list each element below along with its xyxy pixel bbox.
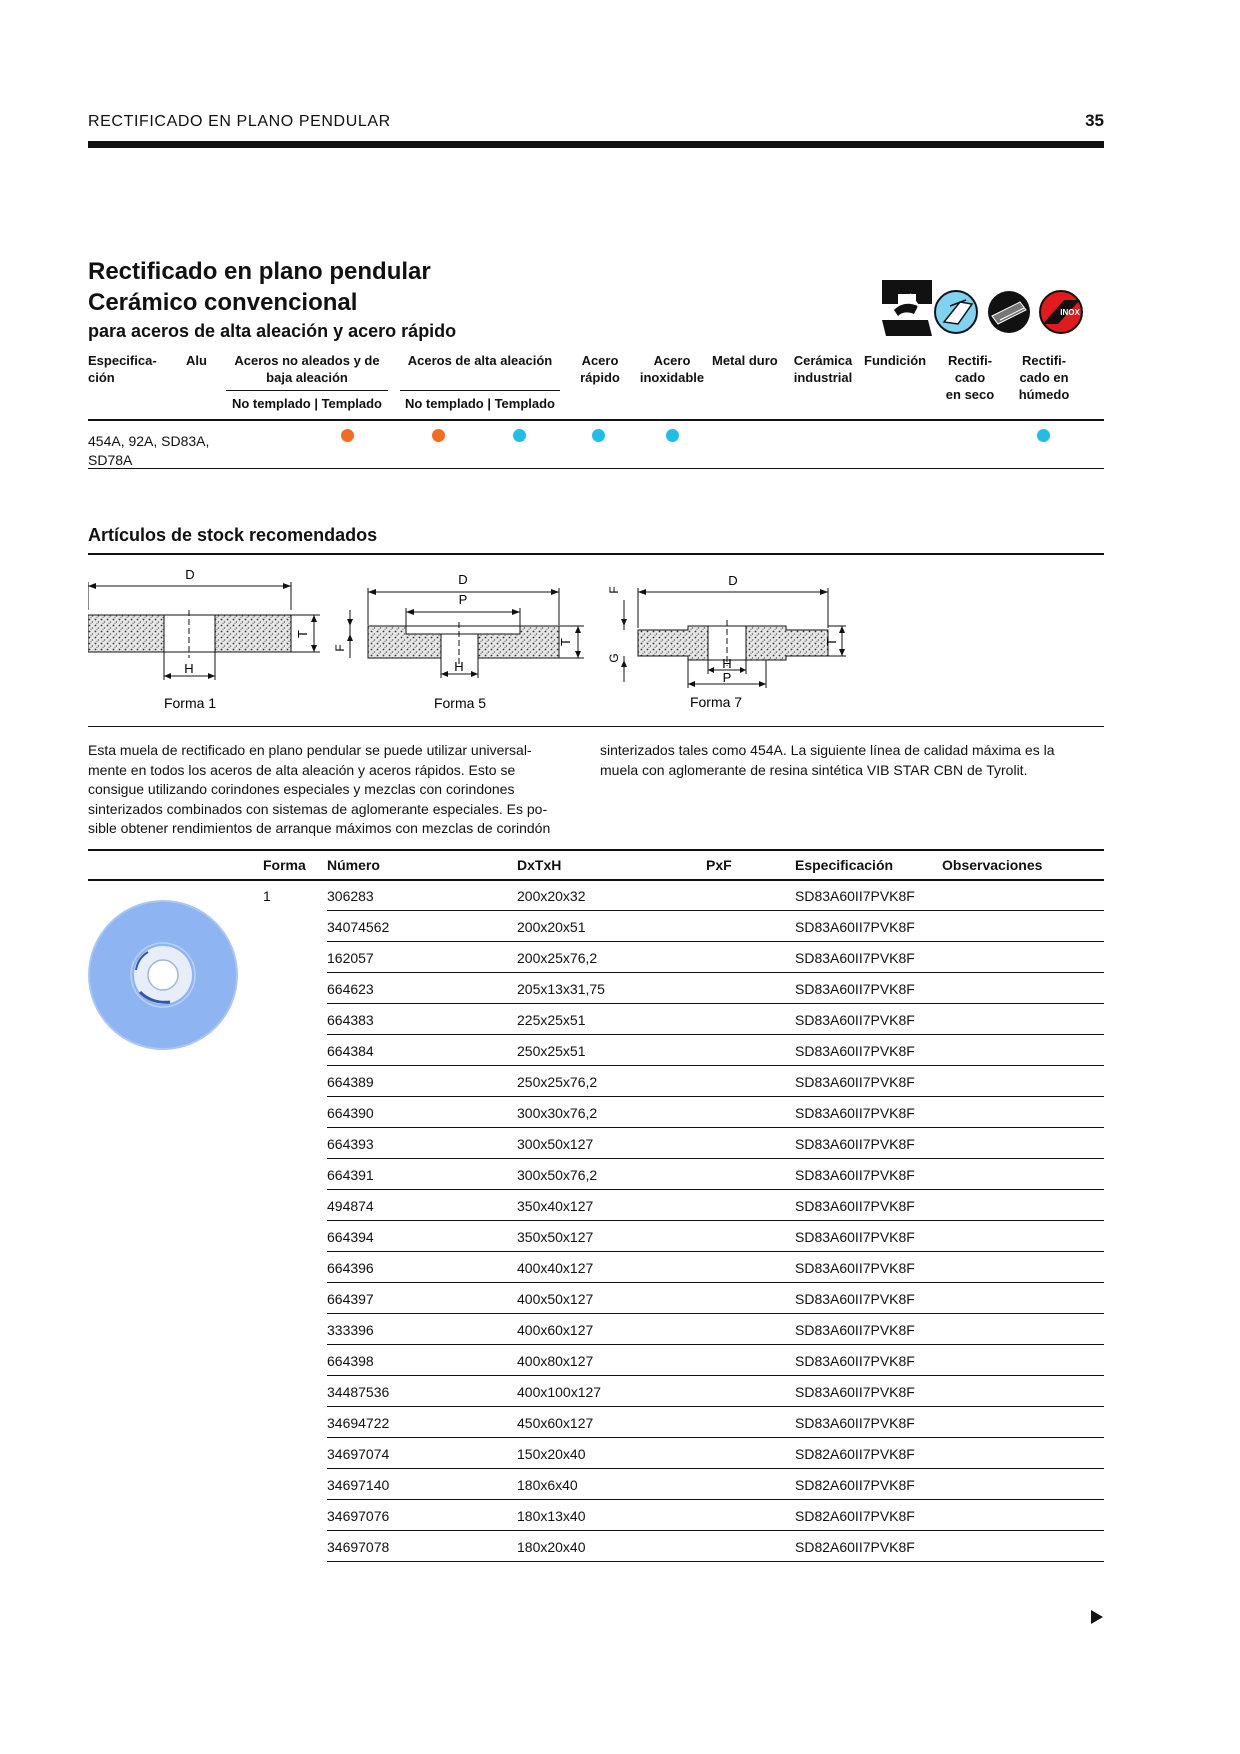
spec-cell: SD82A60II7PVK8F [795,1508,915,1524]
forma7-d-label: D [728,573,738,588]
numero-cell: 34487536 [327,1384,390,1400]
row-divider [327,1530,1104,1531]
row-divider [327,1561,1104,1562]
high-alloy-subheader: No templado | Templado [404,396,555,411]
dxtxh-cell: 180x6x40 [517,1477,578,1493]
numero-cell: 664389 [327,1074,374,1090]
dot-stainless [666,429,679,442]
spec-cell: SD83A60II7PVK8F [795,1074,915,1090]
dxtxh-cell: 300x30x76,2 [517,1105,598,1121]
dxtxh-cell: 400x100x127 [517,1384,602,1400]
dxtxh-cell: 250x25x76,2 [517,1074,598,1090]
spec-cell: SD83A60II7PVK8F [795,1322,915,1338]
wheel-shape-diagrams [88,570,868,730]
dxtxh-cell: 200x20x32 [517,888,586,904]
forma7-t-label: T [824,638,839,646]
forma7-g-label: G [607,653,621,663]
description-line: muela con aglomerante de resina sintética VIB STAR CBN de Tyrolit. [600,761,1028,778]
dxtxh-cell: 250x25x51 [517,1043,586,1059]
product-table-header-rule [88,879,1104,881]
forma5-p-label: P [458,592,468,607]
col-hard-metal-header: Metal duro [712,353,778,368]
dxtxh-cell: 400x60x127 [517,1322,594,1338]
col-high-alloy-header: Aceros de alta aleación [407,353,553,368]
forma5-t-label: T [558,638,573,646]
dxtxh-cell: 200x25x76,2 [517,950,598,966]
dxtxh-cell: 450x60x127 [517,1415,594,1431]
row-divider [327,1189,1104,1190]
dxtxh-cell: 400x50x127 [517,1291,594,1307]
col-low-alloy-header [226,352,388,386]
row-divider [327,910,1104,911]
col-fast-steel-header [572,352,628,386]
col-dry-line1: Rectifi- [947,353,993,368]
material-spec-line2: SD78A [88,452,133,468]
forma7-label: Forma 7 [689,694,743,710]
spec-cell: SD83A60II7PVK8F [795,1012,915,1028]
page-number: 35 [1085,111,1104,130]
forma7-h-label: H [722,656,732,671]
col-spec-header [88,352,157,386]
numero-cell: 34074562 [327,919,390,935]
row-divider [327,1034,1104,1035]
row-divider [327,1499,1104,1500]
spec-cell: SD83A60II7PVK8F [795,1260,915,1276]
col-fast-steel-line2: rápido [580,370,620,385]
numero-cell: 664397 [327,1291,374,1307]
description-line: sible obtener rendimientos de arranque máximos con mezclas de corindón [88,820,551,837]
high-alloy-sub-rule [400,390,560,391]
spec-cell: SD83A60II7PVK8F [795,1229,915,1245]
spec-cell: SD82A60II7PVK8F [795,1477,915,1493]
spec-cell: SD83A60II7PVK8F [795,1291,915,1307]
numero-cell: 306283 [327,888,374,904]
forma5-h-label: H [454,659,464,674]
forma-7-diagram [607,573,846,710]
row-divider [327,1406,1104,1407]
triangle-right-icon[interactable] [1090,1610,1104,1624]
dot-wet-grinding [1037,429,1050,442]
numero-cell: 664623 [327,981,374,997]
forma5-d-label: D [458,572,468,587]
spec-cell: SD83A60II7PVK8F [795,1353,915,1369]
spec-cell: SD82A60II7PVK8F [795,1446,915,1462]
numero-cell: 664390 [327,1105,374,1121]
dot-high-alloy-unhardened [432,429,445,442]
spec-cell: SD83A60II7PVK8F [795,888,915,904]
row-divider [327,1468,1104,1469]
col-casting-header: Fundición [864,353,927,368]
description-line: consigue utilizando corindones especiales y mezclas con corindones [88,781,515,798]
numero-cell: 333396 [327,1322,374,1338]
row-divider [327,1344,1104,1345]
spec-cell: SD83A60II7PVK8F [795,1167,915,1183]
description-line: sinterizados combinados con sistemas de aglomerante especiales. Es po- [88,800,548,817]
col-spec-line2: ción [88,370,115,385]
dot-low-alloy-hardened [341,429,354,442]
numero-cell: 664383 [327,1012,374,1028]
numero-cell: 664396 [327,1260,374,1276]
col-low-alloy-line2: baja aleación [266,370,348,385]
description-line: mente en todos los aceros de alta aleación y aceros rápidos. Esto se [88,761,516,778]
stock-section-rule [88,553,1104,555]
numero-cell: 664384 [327,1043,374,1059]
description-right-column [600,741,1094,780]
spec-cell: SD83A60II7PVK8F [795,1043,915,1059]
forma5-f-label: F [333,644,347,652]
col-stainless-header [636,352,708,386]
col-dry-line2: cado [954,370,986,385]
file-tool-icon [988,291,1030,333]
steel-profile-icon [935,291,977,333]
inox-label: INOX [1060,308,1080,317]
col-alu-header: Alu [186,353,207,368]
forma1-h-label: H [184,661,194,676]
forma1-label: Forma 1 [163,695,217,711]
dxtxh-cell: 350x50x127 [517,1229,594,1245]
dxtxh-cell: 300x50x127 [517,1136,594,1152]
spec-cell: SD83A60II7PVK8F [795,1198,915,1214]
spec-cell: SD83A60II7PVK8F [795,1384,915,1400]
header-rule [88,141,1104,148]
pendular-grinding-icon [882,280,932,336]
col-pxf-header: PxF [706,857,732,873]
col-forma-header: Forma [263,857,306,873]
numero-cell: 34697078 [327,1539,390,1555]
dxtxh-cell: 400x80x127 [517,1353,594,1369]
col-dry-header [940,352,1000,403]
row-divider [327,1003,1104,1004]
row-divider [327,1437,1104,1438]
forma7-f-label: F [607,586,621,594]
forma1-d-label: D [185,570,195,582]
col-wet-line2: cado en [1019,370,1069,385]
page-title: Rectificado en plano pendular [88,258,431,285]
numero-cell: 664394 [327,1229,374,1245]
spec-cell: SD83A60II7PVK8F [795,1415,915,1431]
numero-cell: 494874 [327,1198,374,1214]
dxtxh-cell: 200x20x51 [517,919,586,935]
forma-1-diagram [88,570,320,711]
spec-cell: SD83A60II7PVK8F [795,919,915,935]
col-wet-header [1014,352,1074,403]
col-wet-line3: húmedo [1018,387,1070,402]
row-divider [327,1375,1104,1376]
col-numero-header: Número [327,857,380,873]
col-ceramic-line2: industrial [793,370,853,385]
material-spec-cell [88,432,228,470]
dxtxh-cell: 300x50x76,2 [517,1167,598,1183]
col-spec-line1: Especifica- [88,353,157,368]
numero-cell: 34697140 [327,1477,390,1493]
numero-cell: 162057 [327,950,374,966]
material-spec-line1: 454A, 92A, SD83A, [88,433,210,449]
material-table-header-rule [88,419,1104,421]
row-divider [327,1127,1104,1128]
product-table-top-rule [88,849,1104,851]
forma1-t-label: T [295,630,310,638]
row-divider [327,1313,1104,1314]
stock-section-title: Artículos de stock recomendados [88,525,378,545]
spec-cell: SD83A60II7PVK8F [795,981,915,997]
forma5-label: Forma 5 [433,695,487,711]
row-divider [327,972,1104,973]
description-left-column [88,741,582,839]
spec-cell: SD83A60II7PVK8F [795,1105,915,1121]
col-ceramic-line1: Cerámica [793,353,853,368]
material-table-bottom-rule [88,468,1104,469]
forma-value: 1 [263,888,271,904]
col-wet-line1: Rectifi- [1021,353,1067,368]
numero-cell: 664398 [327,1353,374,1369]
col-dxtxh-header: DxTxH [517,857,562,873]
numero-cell: 34694722 [327,1415,390,1431]
dxtxh-cell: 150x20x40 [517,1446,586,1462]
numero-cell: 34697076 [327,1508,390,1524]
forma-5-diagram [333,572,584,711]
spec-cell: SD83A60II7PVK8F [795,1136,915,1152]
col-spec-header: Especificación [795,857,894,873]
row-divider [327,1251,1104,1252]
inox-icon [1040,291,1082,333]
dxtxh-cell: 205x13x31,75 [517,981,605,997]
dot-high-alloy-hardened [513,429,526,442]
grinding-wheel-image [88,900,238,1050]
col-stainless-line2: inoxidable [639,370,705,385]
numero-cell: 34697074 [327,1446,390,1462]
low-alloy-sub-rule [226,390,388,391]
row-divider [327,1096,1104,1097]
col-ceramic-header [790,352,856,386]
col-observaciones-header: Observaciones [942,857,1043,873]
row-divider [327,1065,1104,1066]
row-divider [327,941,1104,942]
col-dry-line3: en seco [945,387,995,402]
page-subtitle: para aceros de alta aleación y acero rápido [88,321,457,341]
application-icons [880,280,1104,340]
row-divider [327,1158,1104,1159]
row-divider [327,1282,1104,1283]
dxtxh-cell: 350x40x127 [517,1198,594,1214]
dxtxh-cell: 400x40x127 [517,1260,594,1276]
col-fast-steel-line1: Acero [581,353,619,368]
forma7-p-label: P [722,670,732,685]
page-title-line2: Cerámico convencional [88,289,358,316]
dot-fast-steel [592,429,605,442]
numero-cell: 664393 [327,1136,374,1152]
spec-cell: SD83A60II7PVK8F [795,950,915,966]
col-low-alloy-line1: Aceros no aleados y de [234,353,380,368]
dxtxh-cell: 180x13x40 [517,1508,586,1524]
dxtxh-cell: 180x20x40 [517,1539,586,1555]
spec-cell: SD82A60II7PVK8F [795,1539,915,1555]
low-alloy-subheader: No templado | Templado [231,396,382,411]
running-header: RECTIFICADO EN PLANO PENDULAR [88,113,391,130]
numero-cell: 664391 [327,1167,374,1183]
row-divider [327,1220,1104,1221]
col-stainless-line1: Acero [653,353,691,368]
description-line: sinterizados tales como 454A. La siguiente línea de calidad máxima es la [600,742,1055,758]
description-line: Esta muela de rectificado en plano pendular se puede utilizar universal- [88,742,532,758]
diagram-bottom-rule [88,726,1104,727]
dxtxh-cell: 225x25x51 [517,1012,586,1028]
